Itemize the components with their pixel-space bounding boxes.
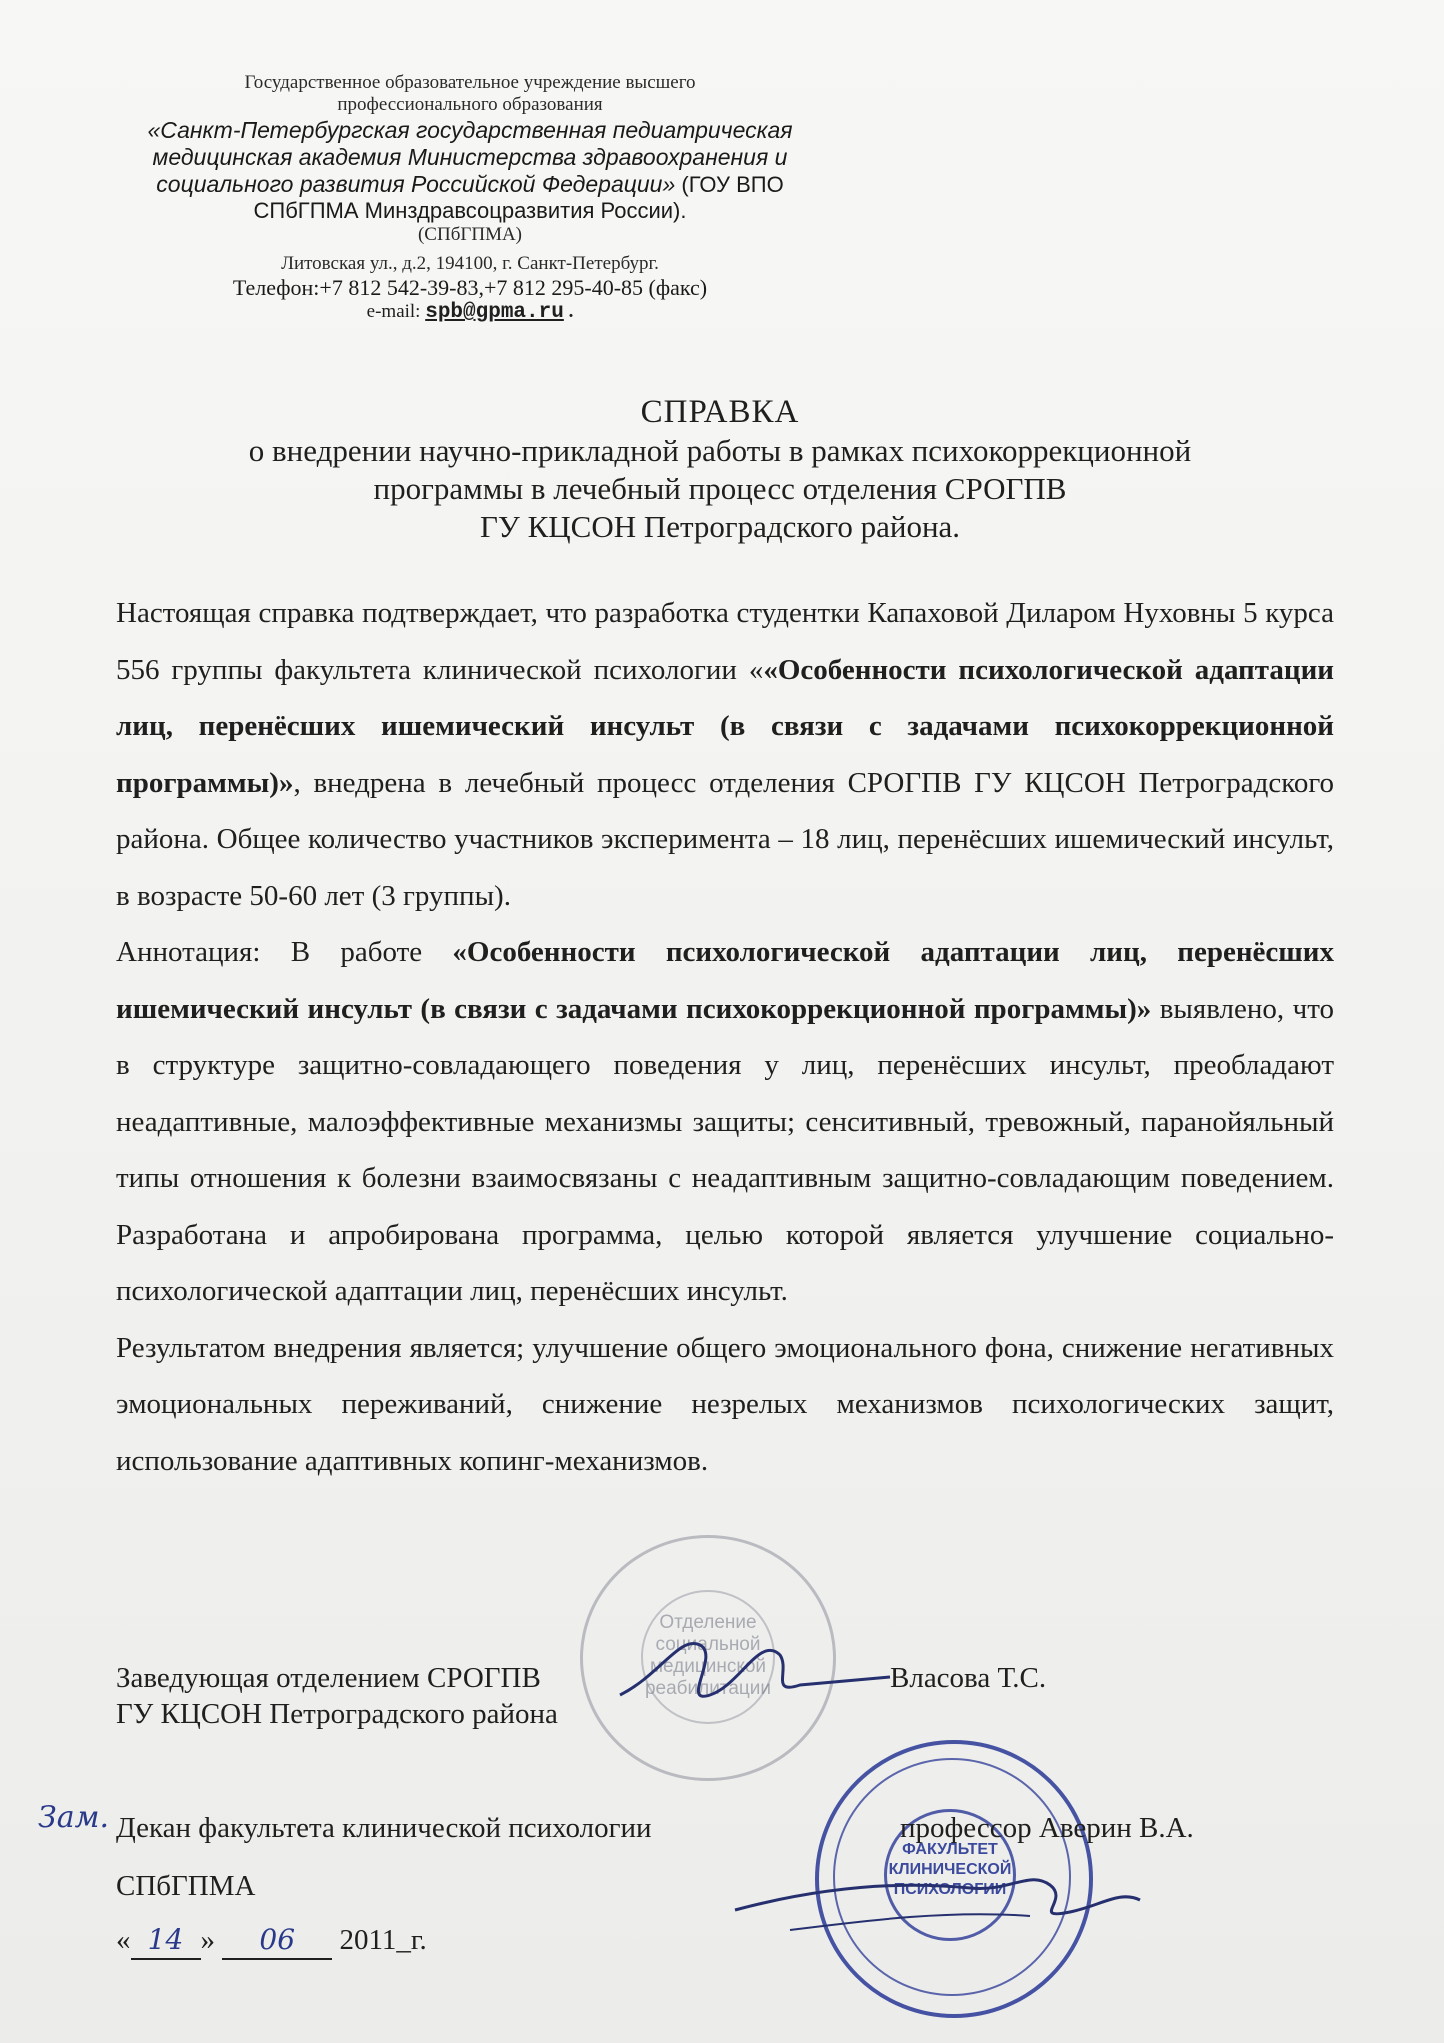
letterhead-line: «Санкт-Петербургская государственная педиатрическая: [147, 116, 793, 143]
dean-title: Декан факультета клинической психологии: [116, 1812, 652, 1844]
letterhead-phone: Телефон:+7 812 542-39-83,+7 812 295-40-85 (факс): [232, 274, 708, 300]
date-open-quote: «: [116, 1924, 131, 1956]
date-day: 14: [131, 1922, 201, 1960]
paragraph-text: Аннотация: В работе: [116, 936, 453, 968]
letterhead: [110, 72, 830, 326]
date-separator: »: [200, 1924, 223, 1956]
email-tail: .: [563, 300, 574, 322]
title-heading: СПРАВКА: [640, 394, 800, 430]
email-label: e-mail:: [366, 300, 426, 322]
paragraph-text: , внедрена в лечебный процесс отделения СРОГПВ ГУ КЦСОН Петроградского района. Общее количество участников эксперимента – 18 лиц, перенёсших ишемический инсульт, в возрасте 50-60 лет (3 группы).: [116, 766, 1334, 912]
letterhead-line: СПбГПМА Минздравсоцразвития России).: [253, 198, 687, 224]
document-title: [130, 392, 1310, 546]
paragraph-text: Результатом внедрения является; улучшение общего эмоционального фона, снижение негативных эмоциональных переживаний, снижение незрелых механизмов психологических защит, использование адаптивных копинг-механизмов.: [116, 1331, 1334, 1477]
letterhead-line-part: (ГОУ ВПО: [675, 172, 784, 198]
paragraph-text: выявлено, что в структуре защитно-совладающего поведения у лиц, перенёсших инсульт, преобладают неадаптивные, малоэффективные механизмы защиты; сенситивный, тревожный, паранойяльный типы отношения к болезни взаимосвязаны с неадаптивным защитно-совладающим поведением. Разработана и апробирована программа, целью которой является улучшение социально-психологической адаптации лиц, перенёсших инсульт.: [116, 992, 1334, 1307]
letterhead-line-part: социального развития Российской Федерации»: [156, 171, 676, 198]
head-name: Власова Т.С.: [890, 1662, 1047, 1694]
letterhead-line: профессионального образования: [337, 94, 603, 116]
title-line: о внедрении научно-прикладной работы в рамках психокоррекционной: [248, 433, 1192, 469]
head-of-department-block: [116, 1660, 558, 1732]
letterhead-address: Литовская ул., д.2, 194100, г. Санкт-Петербург.: [281, 252, 659, 274]
date-month: 06: [222, 1922, 332, 1960]
letterhead-line: [110, 171, 830, 198]
dean-name: профессор Аверин В.А.: [900, 1812, 1194, 1844]
email-address: spb@gpma.ru: [425, 300, 564, 324]
letterhead-line: Государственное образовательное учреждение высшего: [244, 72, 696, 93]
head-title: Заведующая отделением СРОГПВ: [116, 1662, 541, 1694]
body-paragraph: [116, 924, 1334, 1320]
paragraph-text: Настоящая справка подтверждает, что разработка студентки Капаховой Диларом Нуховны 5 курса 556 группы факультета клинической психологии «: [116, 597, 1334, 686]
date-year: 2011_г.: [332, 1924, 427, 1956]
dean-org: СПбГПМА: [116, 1870, 256, 1902]
body-paragraph: [116, 585, 1334, 924]
department-stamp-text: Отделение социальной медицинской реабилитации: [641, 1590, 775, 1724]
date-line: [116, 1922, 427, 1960]
dean-signature-icon: [730, 1850, 1150, 1960]
head-signature-icon: [610, 1615, 900, 1725]
letterhead-email: [110, 301, 830, 326]
title-line: программы в лечебный процесс отделения СРОГПВ: [373, 471, 1067, 507]
head-title: ГУ КЦСОН Петроградского района: [116, 1698, 558, 1730]
letterhead-line: медицинская академия Министерства здравоохранения и: [152, 143, 788, 170]
work-title: «Особенности психологической адаптации лиц, перенёсших ишемический инсульт (в связи с задачами психокоррекционной программы)»: [116, 653, 1334, 799]
title-line: ГУ КЦСОН Петроградского района.: [479, 508, 961, 544]
document-body: [116, 585, 1334, 1489]
work-title: «Особенности психологической адаптации лиц, перенёсших ишемический инсульт (в связи с задачами психокоррекционной программы)»: [116, 936, 1334, 1025]
letterhead-line: (СПбГПМА): [417, 224, 523, 246]
margin-note: Зам.: [38, 1800, 109, 1835]
body-paragraph: [116, 1320, 1334, 1490]
faculty-stamp-text: ФАКУЛЬТЕТ КЛИНИЧЕСКОЙ ПСИХОЛОГИИ: [884, 1809, 1016, 1941]
